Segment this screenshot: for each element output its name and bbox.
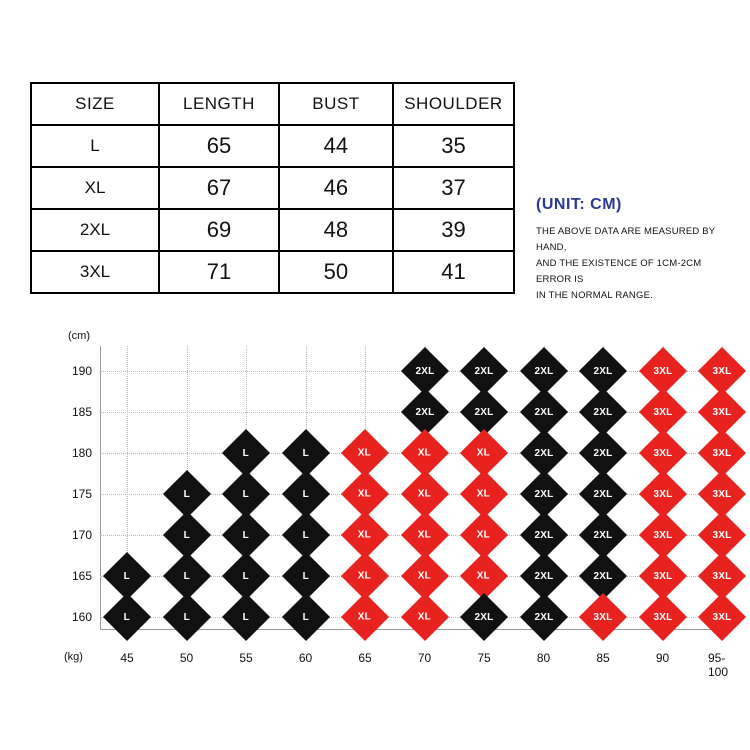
x-axis-tick-label: 60 [298,651,313,665]
note-line-3: IN THE NORMAL RANGE. [536,290,653,301]
size-marker-label: 3XL [712,611,732,623]
size-chart-table [30,82,515,294]
size-marker [222,593,270,641]
table-cell: 50 [279,251,393,293]
size-marker-label: 2XL [534,488,553,500]
x-axis-tick-label: 85 [596,651,610,665]
y-axis-tick-label: 165 [71,569,92,583]
table-cell: 2XL [31,209,159,251]
table-cell: XL [31,167,159,209]
unit-note [536,196,736,304]
size-marker-label: XL [358,488,372,500]
size-marker-label: L [183,488,190,500]
x-axis-tick-label: 70 [417,651,432,665]
size-marker [519,593,567,641]
size-marker-label: L [123,611,131,623]
table-row [31,167,514,209]
table-header-row [31,83,514,125]
table-cell: 44 [279,125,393,167]
size-marker-label: 2XL [474,365,494,377]
table-row [31,251,514,293]
size-marker-label: XL [358,529,372,541]
size-marker-label: 3XL [653,529,672,541]
table-cell: 69 [159,209,279,251]
size-marker-label: 2XL [415,406,434,418]
y-axis-tick-label: 190 [71,364,92,378]
size-marker-label: 2XL [534,570,553,582]
table-header-cell: BUST [279,83,393,125]
note-line-1: THE ABOVE DATA ARE MEASURED BY HAND, [536,226,716,253]
size-marker-label: L [302,570,309,582]
size-marker-label: XL [417,570,432,582]
size-marker-label: 3XL [712,406,732,418]
size-marker-label: XL [477,447,491,459]
size-marker-label: 3XL [712,529,732,541]
table-cell: 39 [393,209,514,251]
size-marker-label: XL [417,488,432,500]
size-marker-label: 2XL [534,447,553,459]
size-marker-label: 3XL [712,570,732,582]
y-axis-tick-label: 180 [71,446,92,460]
size-marker-label: 3XL [712,488,732,500]
size-marker-label: 2XL [593,447,613,459]
size-marker-label: L [302,529,309,541]
size-marker [281,593,329,641]
size-marker-label: 3XL [653,611,672,623]
size-marker-label: 2XL [593,365,613,377]
size-marker-label: XL [477,529,491,541]
unit-title: (UNIT: CM) [536,196,622,213]
size-marker [460,593,508,641]
table-cell: 3XL [31,251,159,293]
table-cell: 35 [393,125,514,167]
size-marker-label: XL [417,529,432,541]
size-marker-label: 2XL [534,365,553,377]
table-cell: L [31,125,159,167]
size-marker-label: 2XL [593,570,613,582]
x-axis-tick-label: 75 [477,651,491,665]
table-header-cell: LENGTH [159,83,279,125]
size-marker-label: 3XL [653,447,672,459]
size-marker-label: L [242,488,250,500]
x-axis-tick-label: 90 [655,651,670,665]
size-marker-label: 3XL [653,406,672,418]
y-axis-tick-label: 175 [71,487,92,501]
size-marker-label: XL [358,611,372,623]
size-marker-label: L [302,611,309,623]
size-marker-label: 3XL [712,447,732,459]
size-marker-label: 2XL [474,611,494,623]
size-marker-label: L [242,611,250,623]
table-cell: 71 [159,251,279,293]
size-marker-label: 3XL [653,570,672,582]
size-marker-label: L [183,611,190,623]
table-cell: 37 [393,167,514,209]
table-cell: 46 [279,167,393,209]
size-marker-label: L [123,570,131,582]
size-marker-label: 2XL [593,488,613,500]
table-cell: 67 [159,167,279,209]
x-axis-tick-label: 50 [179,651,194,665]
size-marker-label: L [242,529,250,541]
size-marker [162,593,210,641]
size-marker [103,593,151,641]
size-marker [579,593,627,641]
table-cell: 65 [159,125,279,167]
size-marker-label: XL [417,611,432,623]
table-cell: 48 [279,209,393,251]
size-marker-label: 2XL [534,406,553,418]
table-row [31,125,514,167]
size-marker-label: XL [417,447,432,459]
size-marker-label: 2XL [415,365,434,377]
size-marker-label: 3XL [653,365,672,377]
size-marker-label: 3XL [653,488,672,500]
size-marker [341,593,389,641]
size-marker-label: L [302,447,309,459]
note-line-2: AND THE EXISTENCE OF 1CM-2CM ERROR IS [536,258,702,285]
x-axis-tick-label: 45 [120,651,134,665]
y-axis-tick-label: 170 [71,528,92,542]
size-marker-label: L [242,570,250,582]
table-row [31,209,514,251]
size-marker [400,593,448,641]
x-axis-tick-label: 95-100 [708,651,729,679]
size-marker-label: 2XL [474,406,494,418]
chart-y-unit-label: (cm) [68,330,90,342]
size-marker-label: 2XL [593,406,613,418]
size-marker [638,593,686,641]
size-recommendation-chart [0,318,750,688]
x-axis-tick-label: 65 [358,651,372,665]
table-cell: 41 [393,251,514,293]
size-marker-label: XL [477,570,491,582]
x-axis-tick-label: 80 [536,651,551,665]
size-marker-label: XL [358,570,372,582]
chart-x-unit-label: (kg) [64,651,83,663]
size-marker-label: 3XL [712,365,732,377]
size-marker-label: 3XL [593,611,613,623]
size-marker-label: L [242,447,250,459]
size-marker-label: 2XL [534,611,553,623]
size-marker-label: 2XL [593,529,613,541]
size-marker-label: 2XL [534,529,553,541]
size-marker-label: XL [358,447,372,459]
y-axis-tick-label: 160 [71,610,92,624]
size-marker-label: L [302,488,309,500]
size-marker [698,593,746,641]
size-marker-label: XL [477,488,491,500]
table-header-cell: SIZE [31,83,159,125]
table-header-cell: SHOULDER [393,83,514,125]
y-axis-tick-label: 185 [71,405,92,419]
chart-y-axis [100,346,101,629]
x-axis-tick-label: 55 [239,651,253,665]
size-marker-label: L [183,529,190,541]
size-marker-label: L [183,570,190,582]
